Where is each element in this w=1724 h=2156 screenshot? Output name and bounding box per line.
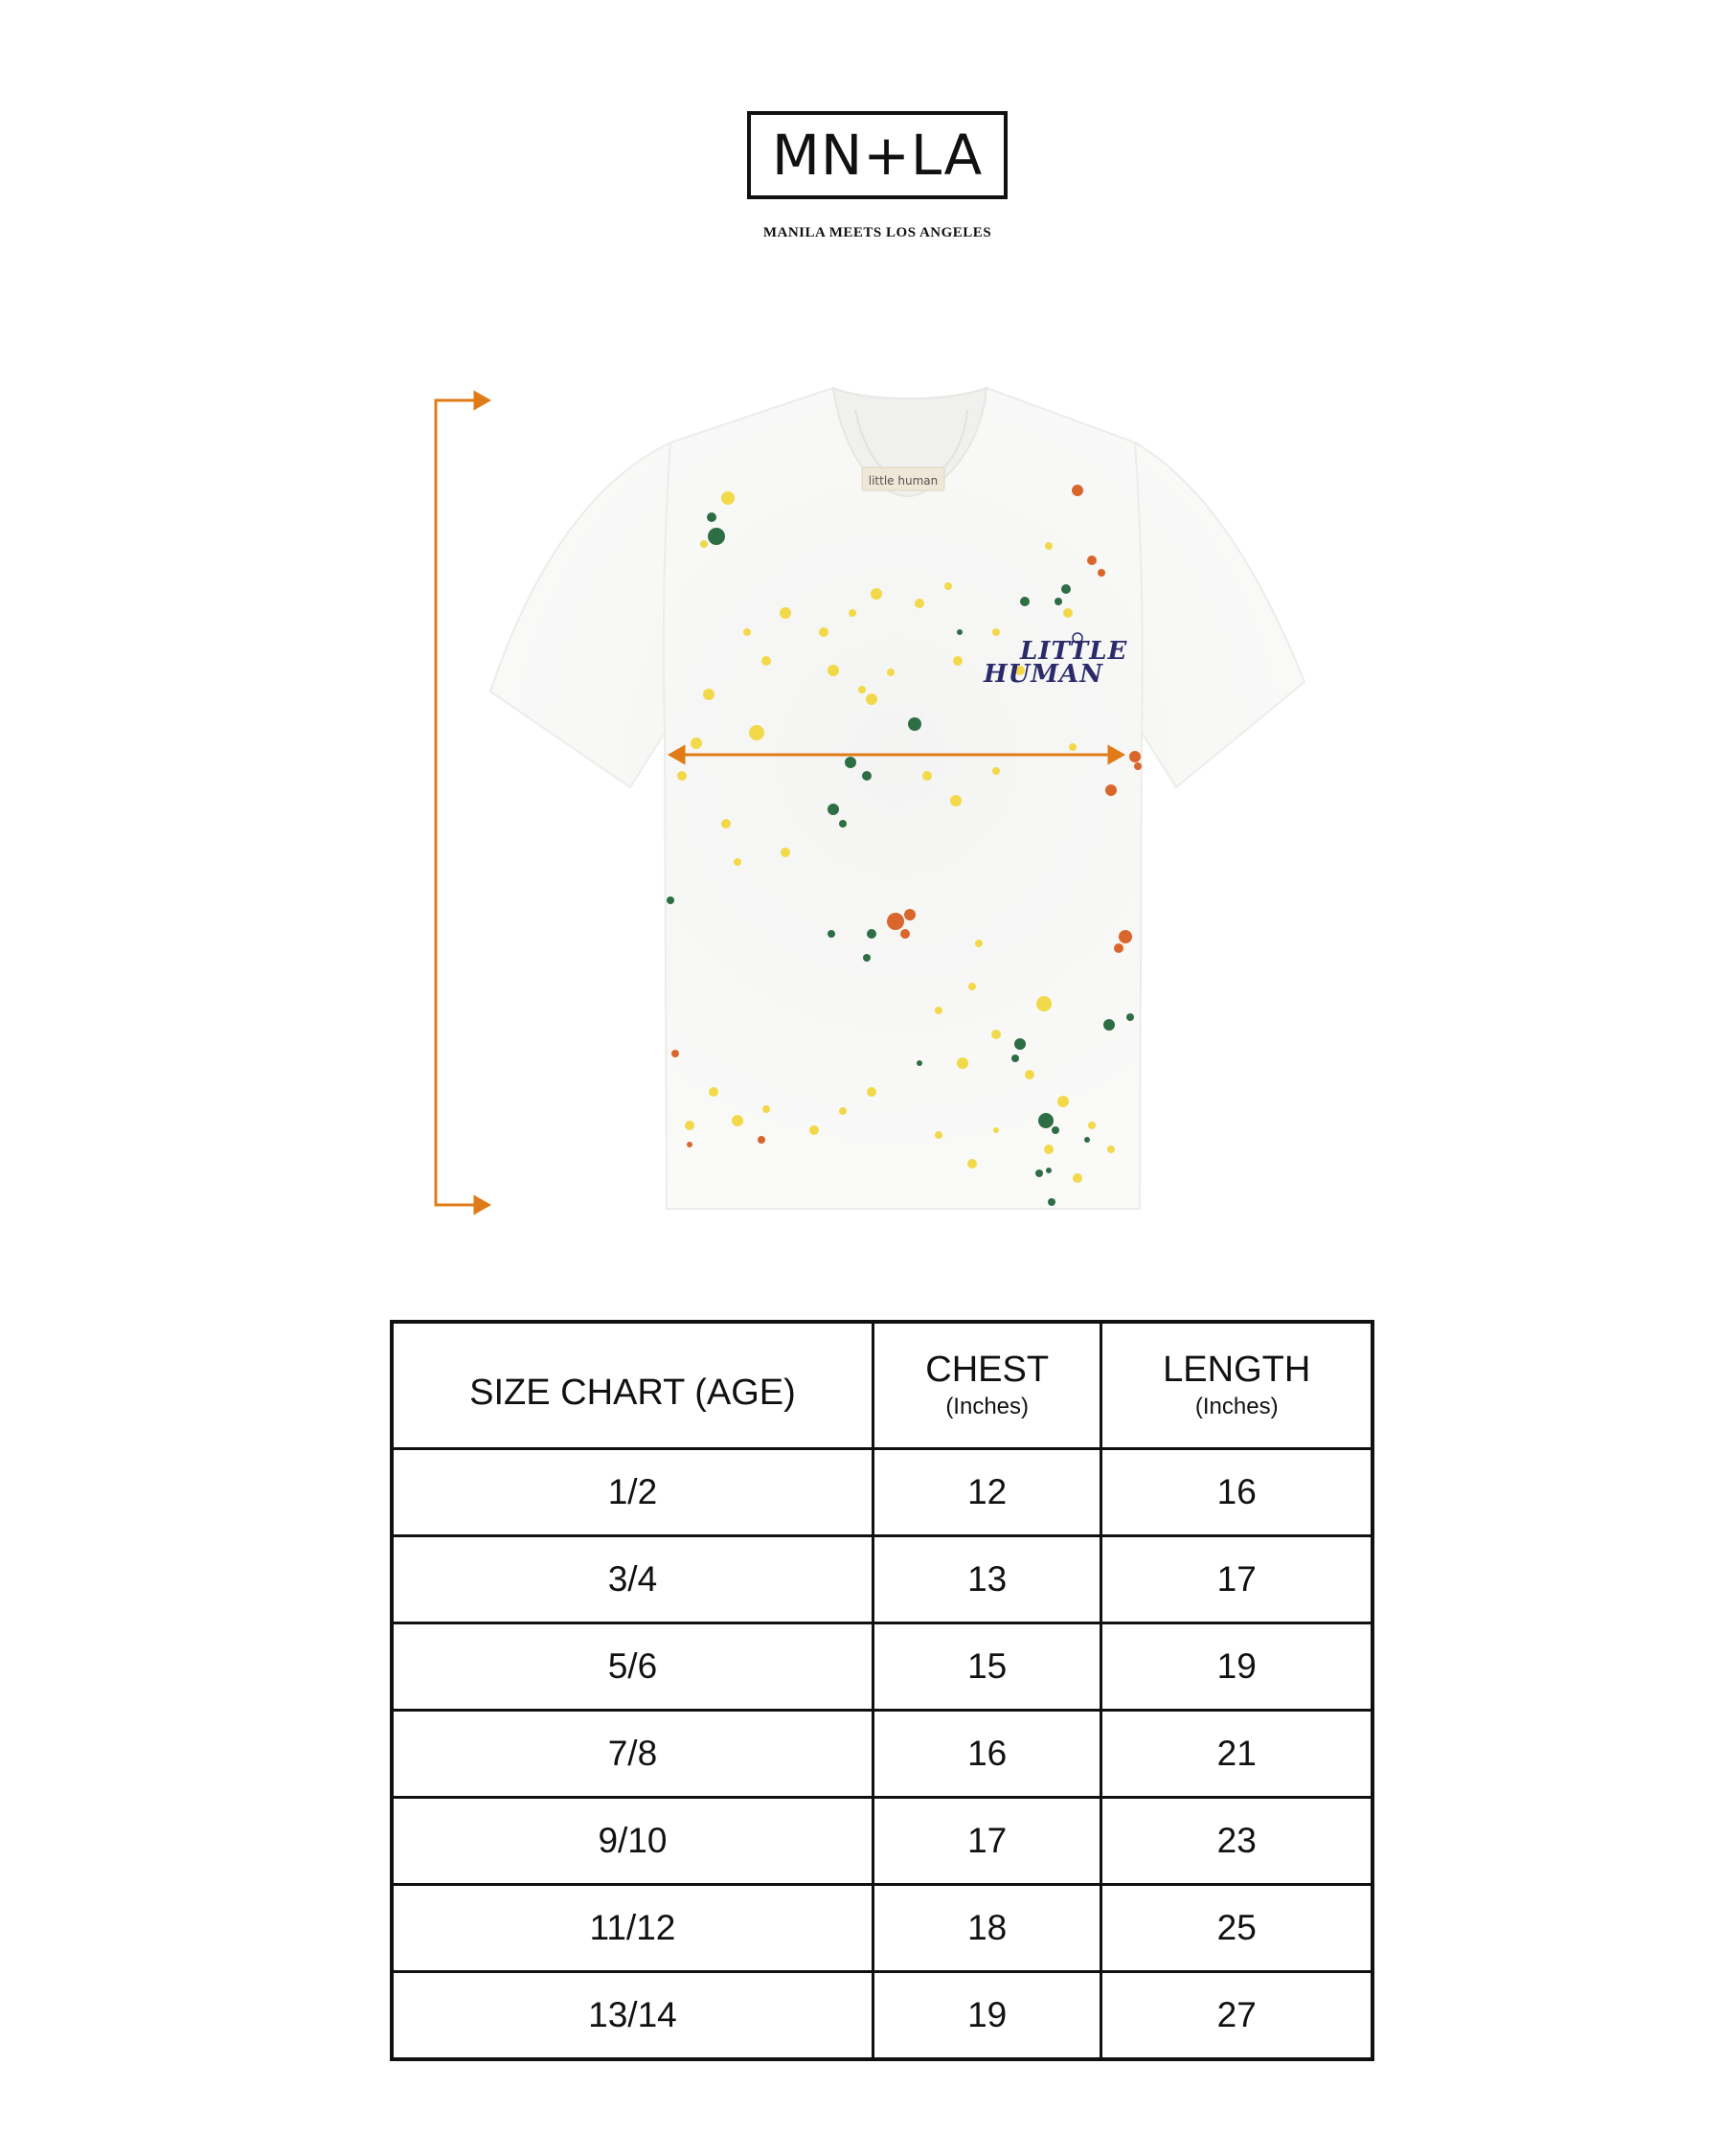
cell-chest: 18 (873, 1885, 1101, 1972)
table-row (392, 1798, 1372, 1885)
table-row (392, 1885, 1372, 1972)
cell-chest: 17 (873, 1798, 1101, 1885)
cell-length: 23 (1101, 1798, 1372, 1885)
tshirt-body (490, 388, 1304, 1209)
table-header-row (392, 1322, 1372, 1449)
header-age-label: SIZE CHART (AGE) (469, 1373, 796, 1413)
cell-length: 17 (1101, 1536, 1372, 1623)
cell-length: 16 (1101, 1449, 1372, 1536)
cell-age: 3/4 (392, 1536, 873, 1623)
table-row (392, 1972, 1372, 2060)
neck-label-text: little human (868, 474, 939, 488)
cell-age: 5/6 (392, 1623, 873, 1711)
table-row (392, 1449, 1372, 1536)
chest-print-line1: LITTLE (1020, 637, 1128, 666)
header-chest-label: CHEST (925, 1349, 1050, 1390)
header-length-label: LENGTH (1163, 1349, 1311, 1390)
chest-print-line2: HUMAN (984, 660, 1103, 689)
cell-length: 19 (1101, 1623, 1372, 1711)
cell-age: 7/8 (392, 1711, 873, 1798)
cell-length: 25 (1101, 1885, 1372, 1972)
cell-length: 21 (1101, 1711, 1372, 1798)
cell-chest: 19 (873, 1972, 1101, 2060)
logo-text: MN+LA (771, 123, 984, 188)
header-chest-unit: (Inches) (945, 1394, 1030, 1420)
table-row (392, 1536, 1372, 1623)
size-chart-table (390, 1320, 1374, 2061)
cell-age: 1/2 (392, 1449, 873, 1536)
cell-chest: 13 (873, 1536, 1101, 1623)
table-row (392, 1711, 1372, 1798)
brand-tagline: MANILA MEETS LOS ANGELES (762, 225, 992, 240)
cell-age: 11/12 (392, 1885, 873, 1972)
header-length (1101, 1322, 1372, 1449)
header-age (392, 1322, 873, 1449)
table-row (392, 1623, 1372, 1711)
header-length-unit: (Inches) (1194, 1394, 1279, 1420)
length-measure-arrow (436, 393, 488, 1213)
cell-chest: 12 (873, 1449, 1101, 1536)
cell-length: 27 (1101, 1972, 1372, 2060)
cell-age: 13/14 (392, 1972, 873, 2060)
header-chest (873, 1322, 1101, 1449)
cell-chest: 16 (873, 1711, 1101, 1798)
cell-chest: 15 (873, 1623, 1101, 1711)
cell-age: 9/10 (392, 1798, 873, 1885)
